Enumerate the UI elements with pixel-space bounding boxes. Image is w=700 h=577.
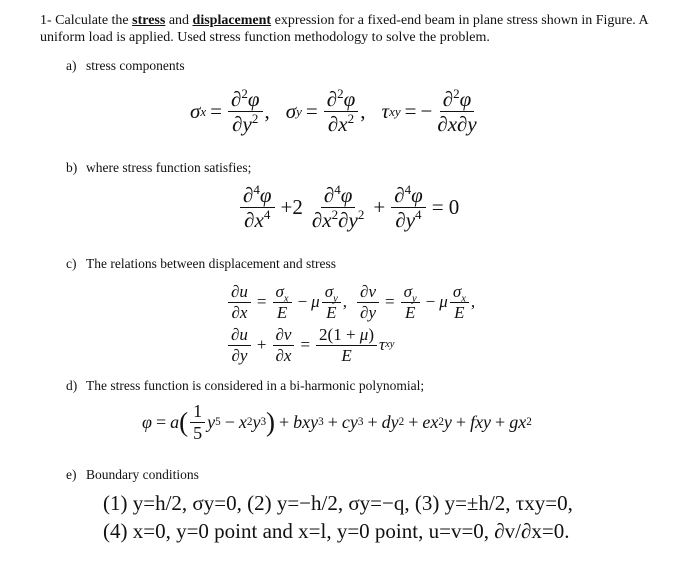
section-d-label [66,378,424,394]
section-d-text: The stress function is considered in a bi-harmonic polynomial; [86,378,425,393]
section-b-letter: b) [66,160,78,175]
section-e-label [66,467,199,483]
problem-word-and: and [168,13,190,28]
stress-function-polynomial: φ = a ( $\frac{1}{5}$ y 5 − x 2 y 3 ) + bxy 3 + cy 3 + dy 2 + ex 2 y + fxy + gx 2 [142,401,532,443]
problem-text-after: expression for a fixed-end beam in plane stress shown in Figure. A uniform load is applied. Used stress function methodology to solve the problem. [40,13,648,45]
section-a-label [66,58,185,74]
biharmonic-equation: $\frac{\partial^4\varphi}{\partial x^4}$ +2 $\frac{\partial^4\varphi}{\partial x^2\partial y^2}$ + $\frac{\partial^4\varphi}{\partial y^4}$ = 0 [238,184,463,231]
section-c-text: The relations between displacement and stress [86,256,337,271]
keyword-stress: stress [132,13,166,28]
section-a-letter: a) [66,58,77,73]
section-e-text: Boundary conditions [86,467,199,482]
strain-displacement-equation-1: $\frac{\partial u}{\partial x}$ = $\frac{\sigma_x}{E}$ − μ $\frac{\sigma_y}{E}$ , $\frac{\partial v}{\partial y}$ = $\frac{\sigma_y}{E}$ − μ $\frac{\sigma_x}{E}$ , [226,283,475,322]
section-b-label [66,160,251,176]
keyword-displacement: displacement [192,13,272,28]
problem-number: 1- [40,13,52,28]
problem-text-before: Calculate the [55,13,129,28]
section-a-text: stress components [86,58,185,73]
section-c-label [66,256,336,272]
strain-displacement-equation-2: $\frac{\partial u}{\partial y}$ + $\frac{\partial v}{\partial x}$ = $\frac{2(1 + \mu)}{E}$ τ xy [226,326,394,365]
section-b-text: where stress function satisfies; [86,160,252,175]
boundary-condition-line-2: (4) x=0, y=0 point and x=l, y=0 point, u=v=0, ∂v/∂x=0. [103,519,570,543]
section-e-letter: e) [66,467,77,482]
stress-components-equation: σ x = $\frac{\partial^2\varphi}{\partial y^2}$ , σ y = $\frac{\partial^2\varphi}{\partial x^2}$ , τ xy = − $\frac{\partial^2\varphi}{\partial x\partial y}$ [190,86,477,137]
boundary-condition-line-1: (1) y=h/2, σy=0, (2) y=−h/2, σy=−q, (3) y=±h/2, τxy=0, [103,491,573,515]
problem-statement [40,12,680,46]
section-c-letter: c) [66,256,77,271]
section-d-letter: d) [66,378,78,393]
